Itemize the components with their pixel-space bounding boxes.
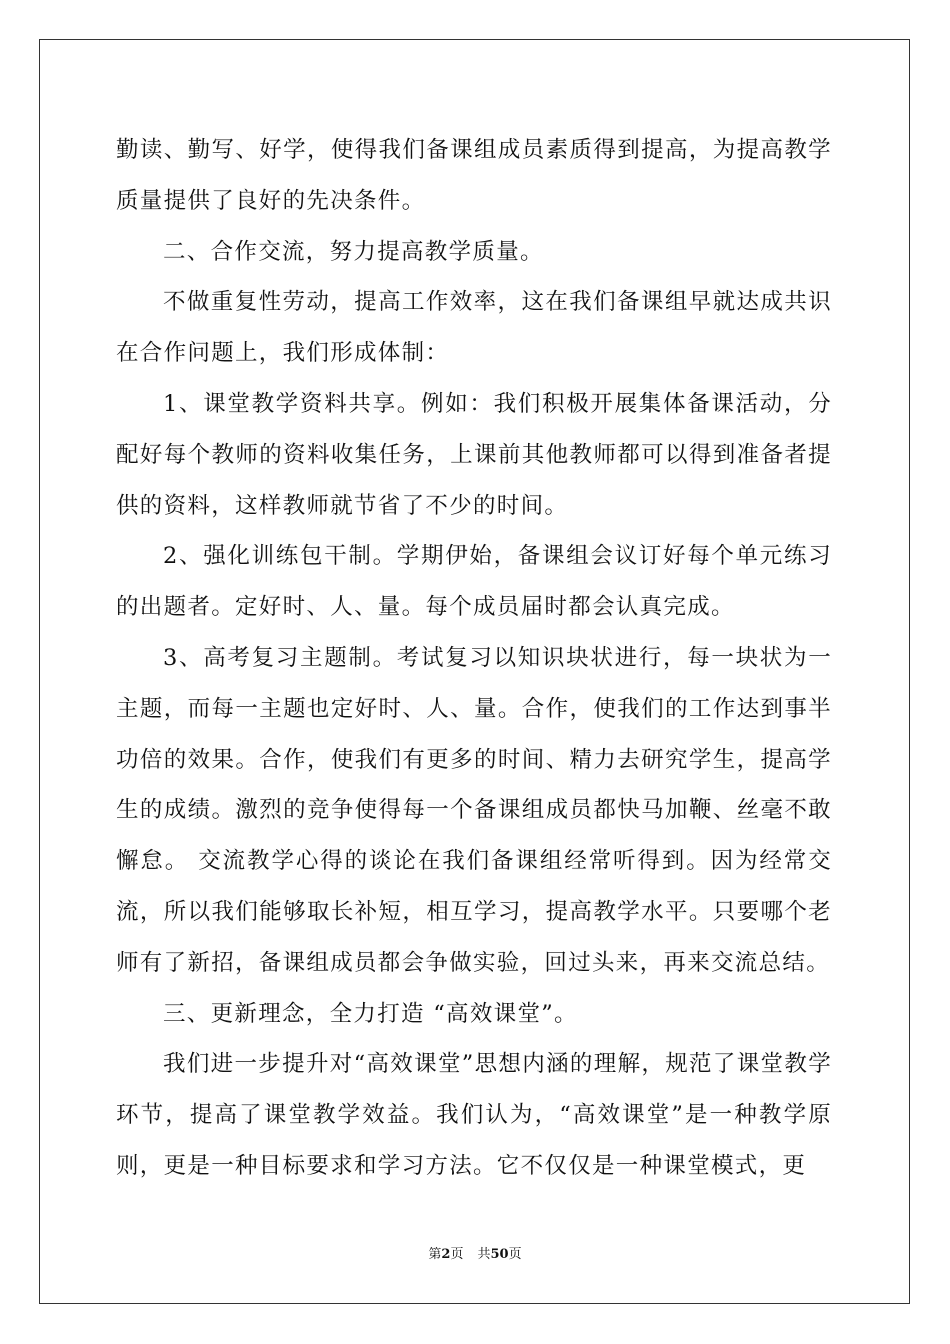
document-body <box>116 125 832 1192</box>
page-footer <box>0 1247 950 1263</box>
list-item: 1、课堂教学资料共享。例如：我们积极开展集体备课活动，分配好每个教师的资料收集任务，上课前其他教师都可以得到准备者提供的资料，这样教师就节省了不少的时间。 <box>116 390 832 519</box>
section-heading: 三、更新理念，全力打造 “高效课堂”。 <box>163 1000 578 1027</box>
page-suffix: 页 <box>450 1247 464 1262</box>
paragraph: 不做重复性劳动，提高工作效率，这在我们备课组早就达成共识在合作问题上，我们形成体制： <box>116 289 832 367</box>
total-pages: 50 <box>490 1247 509 1262</box>
list-item: 2、强化训练包干制。学期伊始，备课组会议订好每个单元练习的出题者。定好时、人、量。每个成员届时都会认真完成。 <box>116 543 832 621</box>
paragraph: 我们进一步提升对“高效课堂”思想内涵的理解，规范了课堂教学环节，提高了课堂教学效益。我们认为，“高效课堂”是一种教学原则，更是一种目标要求和学习方法。它不仅仅是一种课堂模式，更 <box>116 1051 832 1179</box>
list-item: 3、高考复习主题制。考试复习以知识块状进行，每一块状为一主题，而每一主题也定好时、人、量。合作，使我们的工作达到事半功倍的效果。合作，使我们有更多的时间、精力去研究学生，提高学生的成绩。激烈的竞争使得每一个备课组成员都快马加鞭、丝毫不敢懈怠。 交流教学心得的谈论在我们备课组经常听得到。因为经常交流，所以我们能够取长补短，相互学习，提高教学水平。只要哪个老师有了新招，备课组成员都会争做实验，回过头来，再来交流总结。 <box>116 644 832 976</box>
section-heading: 二、合作交流，努力提高教学质量。 <box>163 238 544 265</box>
total-suffix: 页 <box>508 1247 522 1262</box>
page-prefix: 第 <box>428 1247 442 1262</box>
page-number: 2 <box>441 1247 451 1262</box>
total-prefix: 共 <box>477 1247 491 1262</box>
paragraph: 勤读、勤写、好学，使得我们备课组成员素质得到提高，为提高教学质量提供了良好的先决条件。 <box>116 137 832 214</box>
